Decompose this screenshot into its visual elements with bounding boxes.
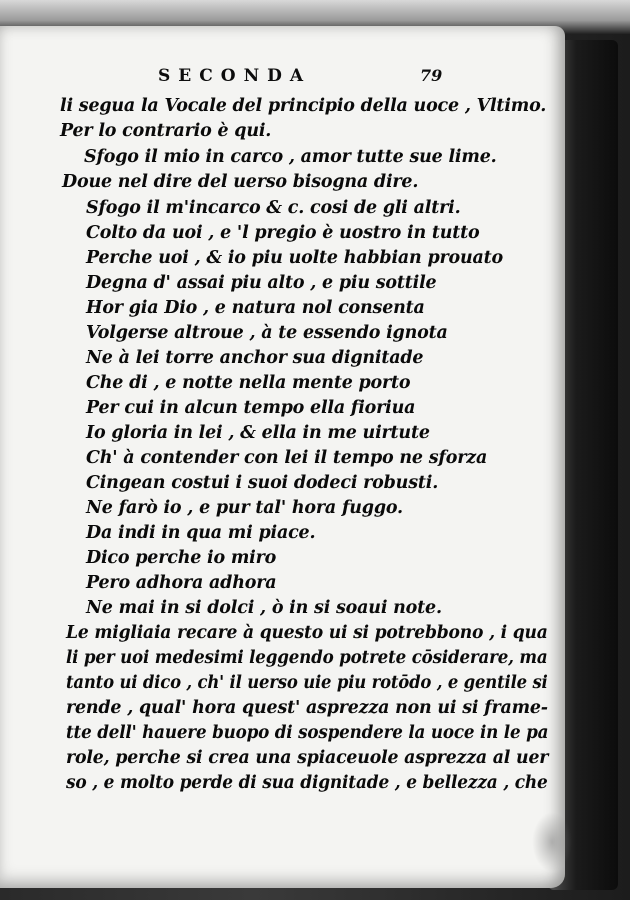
text-line: Da indi in qua mi piace.: [86, 523, 316, 543]
text-line: li per uoi medesimi leggendo potrete cōsiderare, ma: [66, 648, 548, 668]
text-line: role, perche si crea una spiaceuole asprezza al uer: [66, 748, 549, 768]
text-line: Cingean costui i suoi dodeci robusti.: [86, 473, 439, 493]
text-line: Hor gia Dio , e natura nol consenta: [86, 298, 425, 318]
text-line: Degna d' assai piu alto , e piu sottile: [86, 273, 437, 293]
text-line: Io gloria in lei , & ella in me uirtute: [86, 423, 430, 443]
paper-stain: [532, 812, 572, 872]
text-line: Le migliaia recare à questo ui si potrebbono , i qua: [66, 623, 548, 643]
text-line: Per lo contrario è qui.: [60, 121, 272, 141]
text-line: Dico perche io miro: [86, 548, 277, 568]
text-line: Ne farò io , e pur tal' hora fuggo.: [86, 498, 403, 518]
text-line: Doue nel dire del uerso bisogna dire.: [62, 172, 419, 192]
page-number: 79: [420, 66, 443, 85]
text-line: tte dell' hauere buopo di sospendere la uoce in le pa: [66, 723, 549, 743]
text-line: Ne à lei torre anchor sua dignitade: [86, 348, 424, 368]
text-line: Perche uoi , & io piu uolte habbian prouato: [86, 248, 504, 268]
text-line: so , e molto perde di sua dignitade , e bellezza , che: [66, 773, 548, 793]
text-line: Ch' à contender con lei il tempo ne sforza: [86, 448, 488, 468]
running-title: SECONDA: [158, 66, 312, 86]
text-line: Colto da uoi , e 'l pregio è uostro in tutto: [86, 223, 480, 243]
text-line: Sfogo il mio in carco , amor tutte sue lime.: [84, 147, 497, 167]
text-line: Ne mai in si dolci , ò in si soaui note.: [86, 598, 442, 618]
text-line: Per cui in alcun tempo ella fioriua: [86, 398, 416, 418]
text-line: rende , qual' hora quest' asprezza non ui si frame-: [66, 698, 548, 718]
text-line: Che di , e notte nella mente porto: [86, 373, 411, 393]
text-line: Sfogo il m'incarco & c. cosi de gli altri.: [86, 198, 461, 218]
text-line: Volgerse altroue , à te essendo ignota: [86, 323, 448, 343]
text-line: li segua la Vocale del principio della uoce , Vltimo.: [60, 96, 547, 116]
text-line: tanto ui dico , ch' il uerso uie piu rotōdo , e gentile si: [66, 673, 548, 693]
text-line: Pero adhora adhora: [86, 573, 277, 593]
